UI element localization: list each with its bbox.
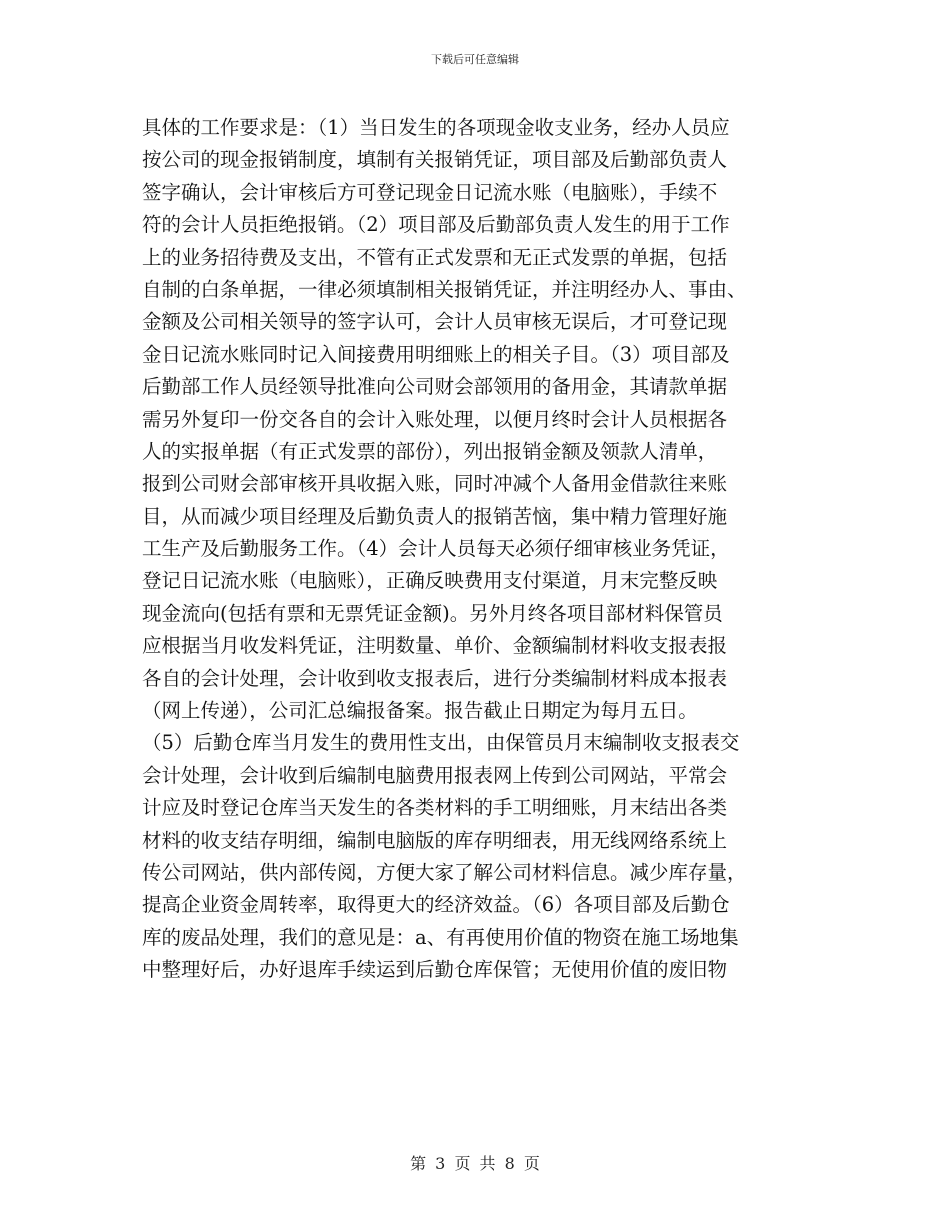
body-line: 计应及时登记仓库当天发生的各类材料的手工明细账，月末结出各类 (142, 796, 728, 820)
body-line: 具体的工作要求是：（1）当日发生的各项现金收支业务，经办人员应 (142, 116, 730, 139)
body-line: 按公司的现金报销制度，填制有关报销凭证，项目部及后勤部负责人 (142, 148, 728, 172)
body-line: 材料的收支结存明细，编制电脑版的库存明细表，用无线网络系统上 (142, 828, 728, 852)
body-line: 上的业务招待费及支出，不管有正式发票和无正式发票的单据，包括 (142, 245, 728, 269)
body-line: 会计处理，会计收到后编制电脑费用报表网上传到公司网站，平常会 (142, 763, 728, 787)
document-body (142, 112, 808, 987)
body-line: （网上传递），公司汇总编报备案。报告截止日期定为每月五日。 (142, 699, 698, 723)
page-header: 下载后可任意编辑 (431, 53, 519, 66)
body-line: 应根据当月收发料凭证，注明数量、单价、金额编制材料收支报表报 (142, 634, 728, 658)
body-line: 各自的会计处理，会计收到收支报表后，进行分类编制材料成本报表 (142, 666, 728, 690)
body-line: 需另外复印一份交各自的会计入账处理，以便月终时会计人员根据各 (142, 407, 728, 431)
page-number-footer: 第 3 页 共 8 页 (410, 1154, 540, 1173)
body-line: 提高企业资金周转率，取得更大的经济效益。（6）各项目部及后勤仓 (142, 893, 730, 917)
body-line: 人的实报单据（有正式发票的部份），列出报销金额及领款人清单， (142, 439, 718, 463)
body-line: 传公司网站，供内部传阅，方便大家了解公司材料信息。减少库存量， (142, 860, 747, 884)
body-line: 目，从而减少项目经理及后勤负责人的报销苦恼，集中精力管理好施 (142, 504, 728, 528)
body-line: 签字确认，会计审核后方可登记现金日记流水账（电脑账），手续不 (142, 180, 718, 204)
body-line: 后勤部工作人员经领导批准向公司财会部领用的备用金，其请款单据 (142, 375, 728, 399)
body-line: 报到公司财会部审核开具收据入账，同时冲减个人备用金借款往来账 (142, 472, 728, 496)
body-line: 现金流向(包括有票和无票凭证金额)。另外月终各项目部材料保管员 (142, 601, 723, 625)
body-line: 符的会计人员拒绝报销。（2）项目部及后勤部负责人发生的用于工作 (142, 213, 730, 237)
body-line: 中整理好后，办好退库手续运到后勤仓库保管；无使用价值的废旧物 (142, 958, 728, 982)
body-line: 库的废品处理，我们的意见是：a、有再使用价值的物资在施工场地集 (142, 925, 739, 949)
body-line: 金日记流水账同时记入间接费用明细账上的相关子目。（3）项目部及 (142, 342, 730, 366)
body-line: 登记日记流水账（电脑账），正确反映费用支付渠道，月末完整反映 (142, 569, 718, 593)
body-line: 金额及公司相关领导的签字认可，会计人员审核无误后，才可登记现 (142, 310, 728, 334)
body-line: 工生产及后勤服务工作。（4）会计人员每天必须仔细审核业务凭证， (142, 537, 730, 561)
body-line: （5）后勤仓库当月发生的费用性支出，由保管员月末编制收支报表交 (142, 731, 740, 755)
body-line: 自制的白条单据，一律必须填制相关报销凭证，并注明经办人、事由、 (142, 277, 747, 301)
